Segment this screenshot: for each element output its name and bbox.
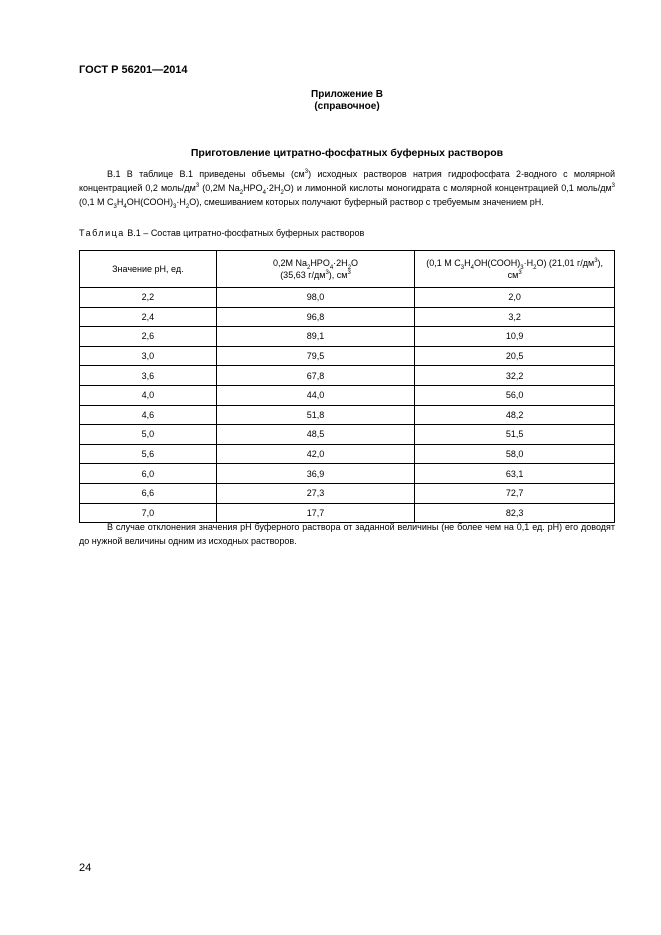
- document-code: ГОСТ Р 56201—2014: [79, 64, 188, 76]
- header-na2hpo4: 0,2М $Na_2HPO_4\cdot 2H_2O$ (35,63 $г/дм^3$), $см^3$: [216, 251, 415, 288]
- table-row: 4,0 44,0 56,0: [80, 385, 615, 405]
- buffer-composition-table: [79, 250, 615, 523]
- header-ph: Значение рН, ед.: [80, 251, 217, 288]
- table-row: 3,6 67,8 32,2: [80, 366, 615, 386]
- intro-paragraph: В.1 В таблице В.1 приведены объемы $(см^3)$ исходных растворов натрия гидрофосфата 2-водного с молярной концентрацией 0,2 моль/$дм^3$ (0,2М $Na_2HPO_4\cdot 2H_2O$) и лимонной кислоты моногидрата с молярной концентрацией 0,1 моль/$дм^3$ (0,1 М $С_3Н_4ОН(СООН)_3\cdot Н_2О$), смешиванием которых получают буферный раствор с требуемым значением рН.: [79, 169, 616, 210]
- page-number: 24: [79, 862, 92, 874]
- table-caption: Таблица В.1 – Состав цитратно-фосфатных буферных растворов: [79, 228, 365, 238]
- table-row: 7,0 17,7 82,3: [80, 503, 615, 523]
- section-title: Приготовление цитратно-фосфатных буферных растворов: [190, 147, 504, 159]
- table-row: 2,2 98,0 2,0: [80, 288, 615, 308]
- table-row: 2,6 89,1 10,9: [80, 327, 615, 347]
- table-header-row: [80, 251, 615, 288]
- appendix-heading: [79, 89, 615, 113]
- table-row: 2,4 96,8 3,2: [80, 307, 615, 327]
- appendix-kind: (справочное): [314, 101, 380, 112]
- header-citric-acid: (0,1 М $С_3Н_4ОН(СООН)_3\cdot Н_2О$) (21,01 $г/дм^3$), $см^3$: [415, 251, 615, 288]
- table-row: 6,0 36,9 63,1: [80, 464, 615, 484]
- table-row: 3,0 79,5 20,5: [80, 346, 615, 366]
- table-row: 6,6 27,3 72,7: [80, 483, 615, 503]
- table-row: 5,0 48,5 51,5: [80, 425, 615, 445]
- closing-paragraph: В случае отклонения значения рН буферного раствора от заданной величины (не более чем на 0,1 ед. рН) его доводят до нужной величины одним из исходных растворов.: [79, 522, 615, 546]
- appendix-title: Приложение В: [311, 89, 383, 100]
- table-row: 5,6 42,0 58,0: [80, 444, 615, 464]
- table-row: 4,6 51,8 48,2: [80, 405, 615, 425]
